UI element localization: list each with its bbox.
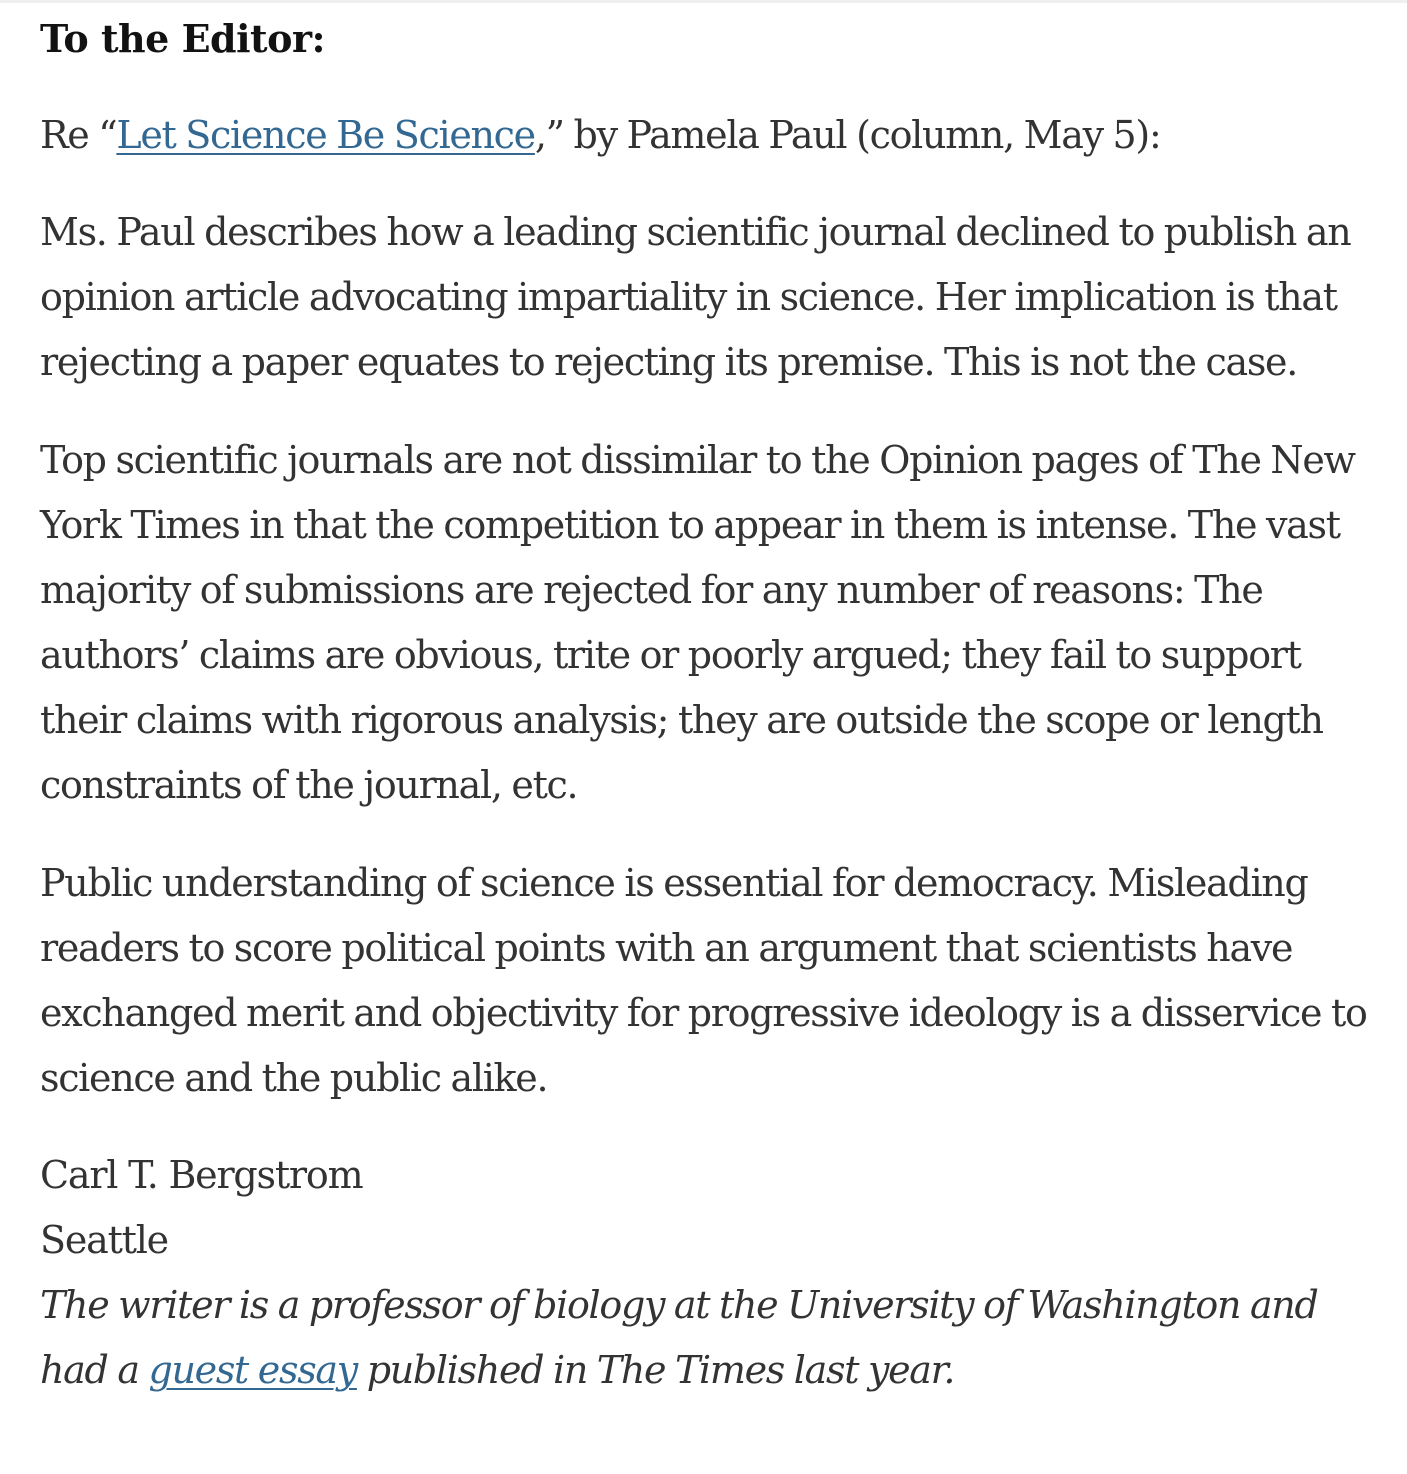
body-paragraph-2: Top scientific journals are not dissimilar to the Opinion pages of The New York Times in that the competition to appear in them is intense. The vast majority of submissions are rejected for any number of reasons: The authors’ claims are obvious, trite or poorly argued; they fail to support their claims with rigorous analysis; they are outside the scope or length constraints of the journal, etc. (40, 438, 1355, 807)
body-paragraph-3: Public understanding of science is essential for democracy. Misleading readers to score political points with an argument that scientists have exchanged merit and objectivity for progressive ideology is a disservice to science and the public alike. (40, 861, 1367, 1100)
top-divider (0, 0, 1407, 3)
column-link[interactable]: Let Science Be Science (116, 113, 535, 157)
salutation: To the Editor: (40, 16, 325, 61)
body-paragraph-1: Ms. Paul describes how a leading scientific journal declined to publish an opinion article advocating impartiality in science. Her implication is that rejecting a paper equates to rejecting its premise. This is not the case. (40, 210, 1351, 384)
signature-block (40, 1143, 1385, 1403)
author-note-suffix: published in The Times last year. (356, 1348, 955, 1392)
author-name: Carl T. Bergstrom (40, 1153, 363, 1197)
author-note (40, 1273, 1385, 1403)
guest-essay-link[interactable]: guest essay (148, 1348, 357, 1392)
re-suffix: ,” by Pamela Paul (column, May 5): (534, 113, 1161, 157)
re-line (40, 103, 1385, 168)
letter-to-editor (40, 14, 1385, 1403)
author-note-prefix: The writer is a professor of biology at the University of Washington and had a (40, 1283, 1318, 1392)
author-city: Seattle (40, 1218, 168, 1262)
re-prefix: Re “ (40, 113, 117, 157)
